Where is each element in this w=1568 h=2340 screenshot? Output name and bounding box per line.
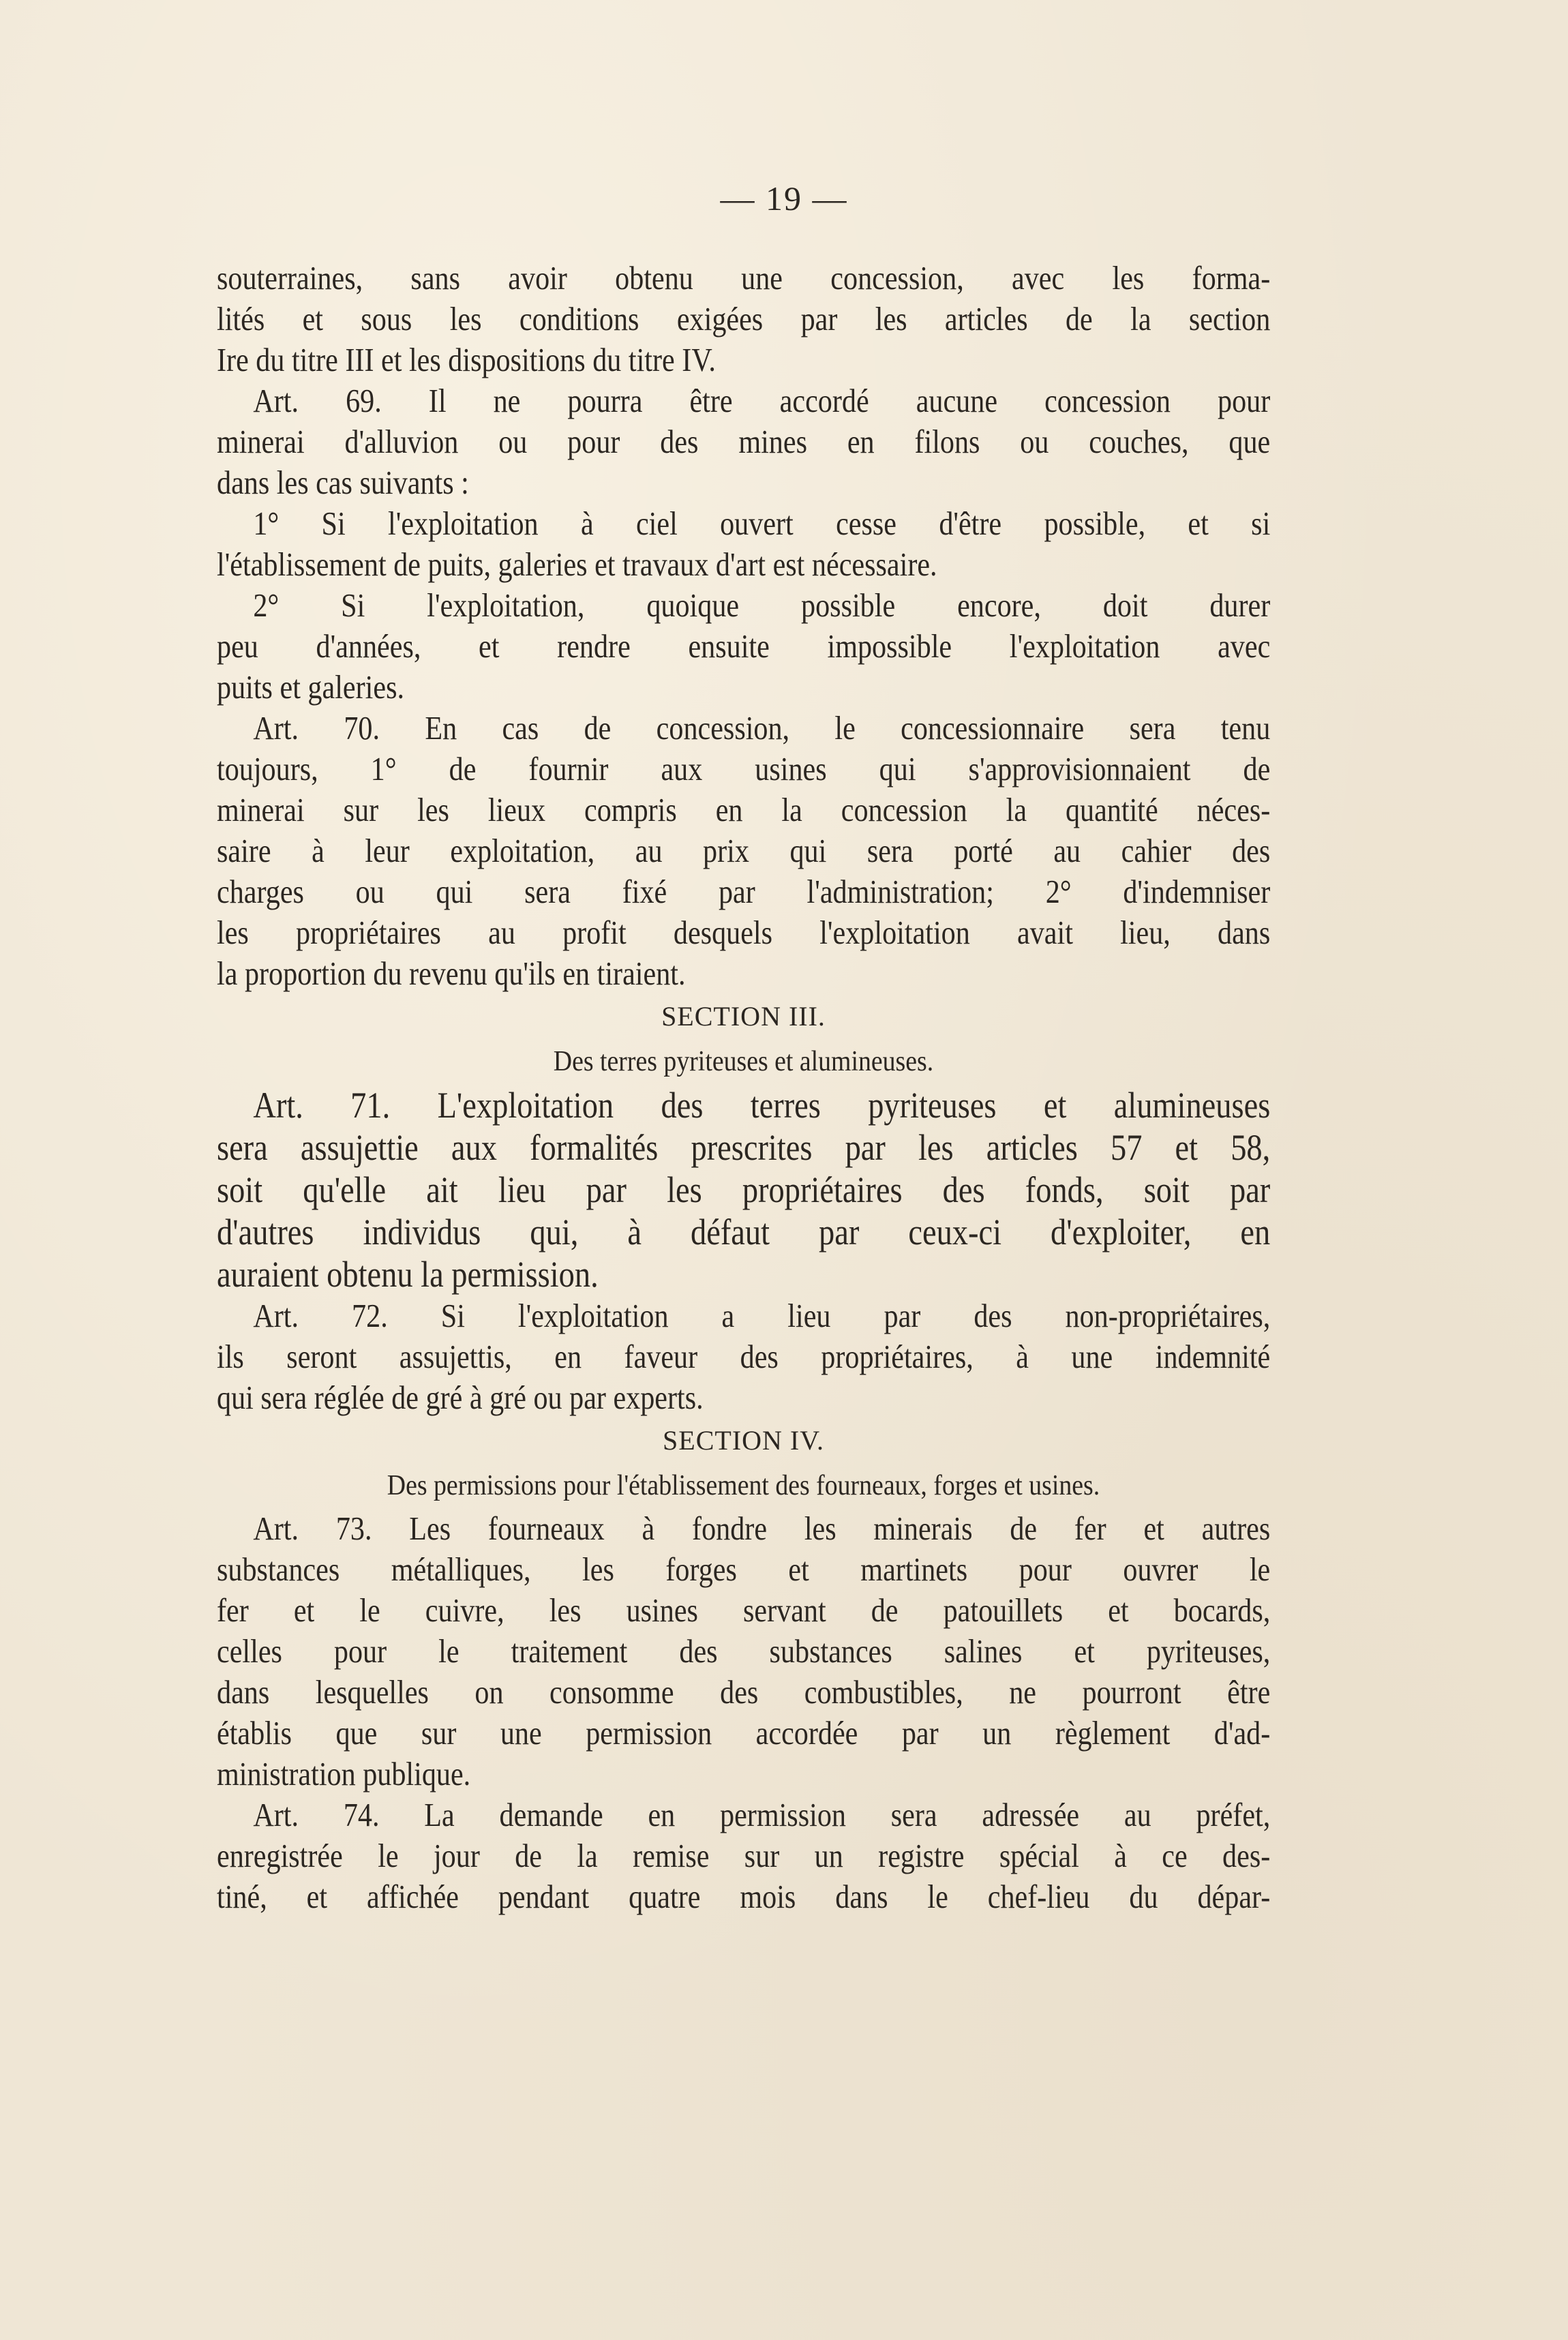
text-line: dans les cas suivants :: [217, 464, 469, 501]
text-line: les propriétaires au profit desquels l'exploitation avait lieu, dans: [217, 914, 1271, 951]
text-line: Art. 71. L'exploitation des terres pyriteuses et alumineuses: [253, 1085, 1271, 1126]
text-line: enregistrée le jour de la remise sur un registre spécial à ce des-: [217, 1837, 1271, 1874]
text-line: Art. 70. En cas de concession, le concessionnaire sera tenu: [253, 709, 1271, 747]
paragraph: [217, 380, 1270, 503]
text-line: auraient obtenu la permission.: [217, 1254, 599, 1295]
text-line: ils seront assujettis, en faveur des propriétaires, à une indemnité: [217, 1338, 1271, 1375]
text-line: la proportion du revenu qu'ils en tiraient.: [217, 955, 686, 992]
section-subheading: Des permissions pour l'établissement des fourneaux, forges et usines.: [387, 1470, 1100, 1501]
text-line: d'autres individus qui, à défaut par ceux-ci d'exploiter, en: [217, 1212, 1271, 1252]
paragraph: [217, 1084, 1270, 1295]
text-line: puits et galeries.: [217, 668, 405, 706]
section-subheading: Des terres pyriteuses et alumineuses.: [553, 1046, 934, 1077]
text-line: établis que sur une permission accordée par un règlement d'ad-: [217, 1714, 1271, 1752]
text-line: substances métalliques, les forges et martinets pour ouvrer le: [217, 1550, 1271, 1588]
body-text: [217, 258, 1270, 1917]
paragraph: [217, 585, 1270, 708]
text-line: Art. 72. Si l'exploitation a lieu par des non-propriétaires,: [253, 1297, 1271, 1334]
text-line: Art. 74. La demande en permission sera adressée au préfet,: [253, 1796, 1271, 1833]
text-line: celles pour le traitement des substances salines et pyriteuses,: [217, 1632, 1271, 1670]
section-heading: SECTION III.: [661, 1001, 826, 1032]
paragraph: [217, 1295, 1270, 1418]
section-heading: SECTION IV.: [663, 1425, 824, 1456]
text-line: tiné, et affichée pendant quatre mois dans le chef-lieu du dépar-: [217, 1878, 1271, 1915]
text-line: Art. 73. Les fourneaux à fondre les minerais de fer et autres: [253, 1510, 1271, 1547]
text-line: sera assujettie aux formalités prescrites par les articles 57 et 58,: [217, 1127, 1271, 1168]
paragraph: [217, 503, 1270, 585]
text-line: minerai d'alluvion ou pour des mines en filons ou couches, que: [217, 423, 1271, 460]
paragraph: [217, 258, 1270, 380]
text-line: lités et sous les conditions exigées par les articles de la section: [217, 300, 1271, 338]
text-line: 2° Si l'exploitation, quoique possible encore, doit durer: [253, 586, 1271, 624]
text-line: dans lesquelles on consomme des combustibles, ne pourront être: [217, 1673, 1271, 1711]
paragraph: [217, 1508, 1270, 1795]
text-line: toujours, 1° de fournir aux usines qui s'approvisionnaient de: [217, 750, 1271, 787]
paragraph: [217, 708, 1270, 994]
text-line: Ire du titre III et les dispositions du titre IV.: [217, 341, 716, 378]
text-line: 1° Si l'exploitation à ciel ouvert cesse d'être possible, et si: [253, 505, 1271, 542]
text-line: fer et le cuivre, les usines servant de patouillets et bocards,: [217, 1591, 1271, 1629]
paragraph: [217, 1795, 1270, 1917]
text-line: ministration publique.: [217, 1755, 471, 1792]
text-line: Art. 69. Il ne pourra être accordé aucune concession pour: [253, 382, 1271, 419]
text-line: peu d'années, et rendre ensuite impossible l'exploitation avec: [217, 627, 1271, 665]
text-line: l'établissement de puits, galeries et travaux d'art est nécessaire.: [217, 545, 937, 583]
text-line: minerai sur les lieux compris en la concession la quantité néces-: [217, 791, 1271, 828]
text-line: souterraines, sans avoir obtenu une concession, avec les forma-: [217, 259, 1271, 297]
text-line: charges ou qui sera fixé par l'administration; 2° d'indemniser: [217, 873, 1271, 910]
text-line: qui sera réglée de gré à gré ou par experts.: [217, 1379, 704, 1416]
text-line: soit qu'elle ait lieu par les propriétaires des fonds, soit par: [217, 1169, 1271, 1210]
page-number: — 19 —: [720, 179, 848, 217]
text-line: saire à leur exploitation, au prix qui sera porté au cahier des: [217, 832, 1271, 869]
